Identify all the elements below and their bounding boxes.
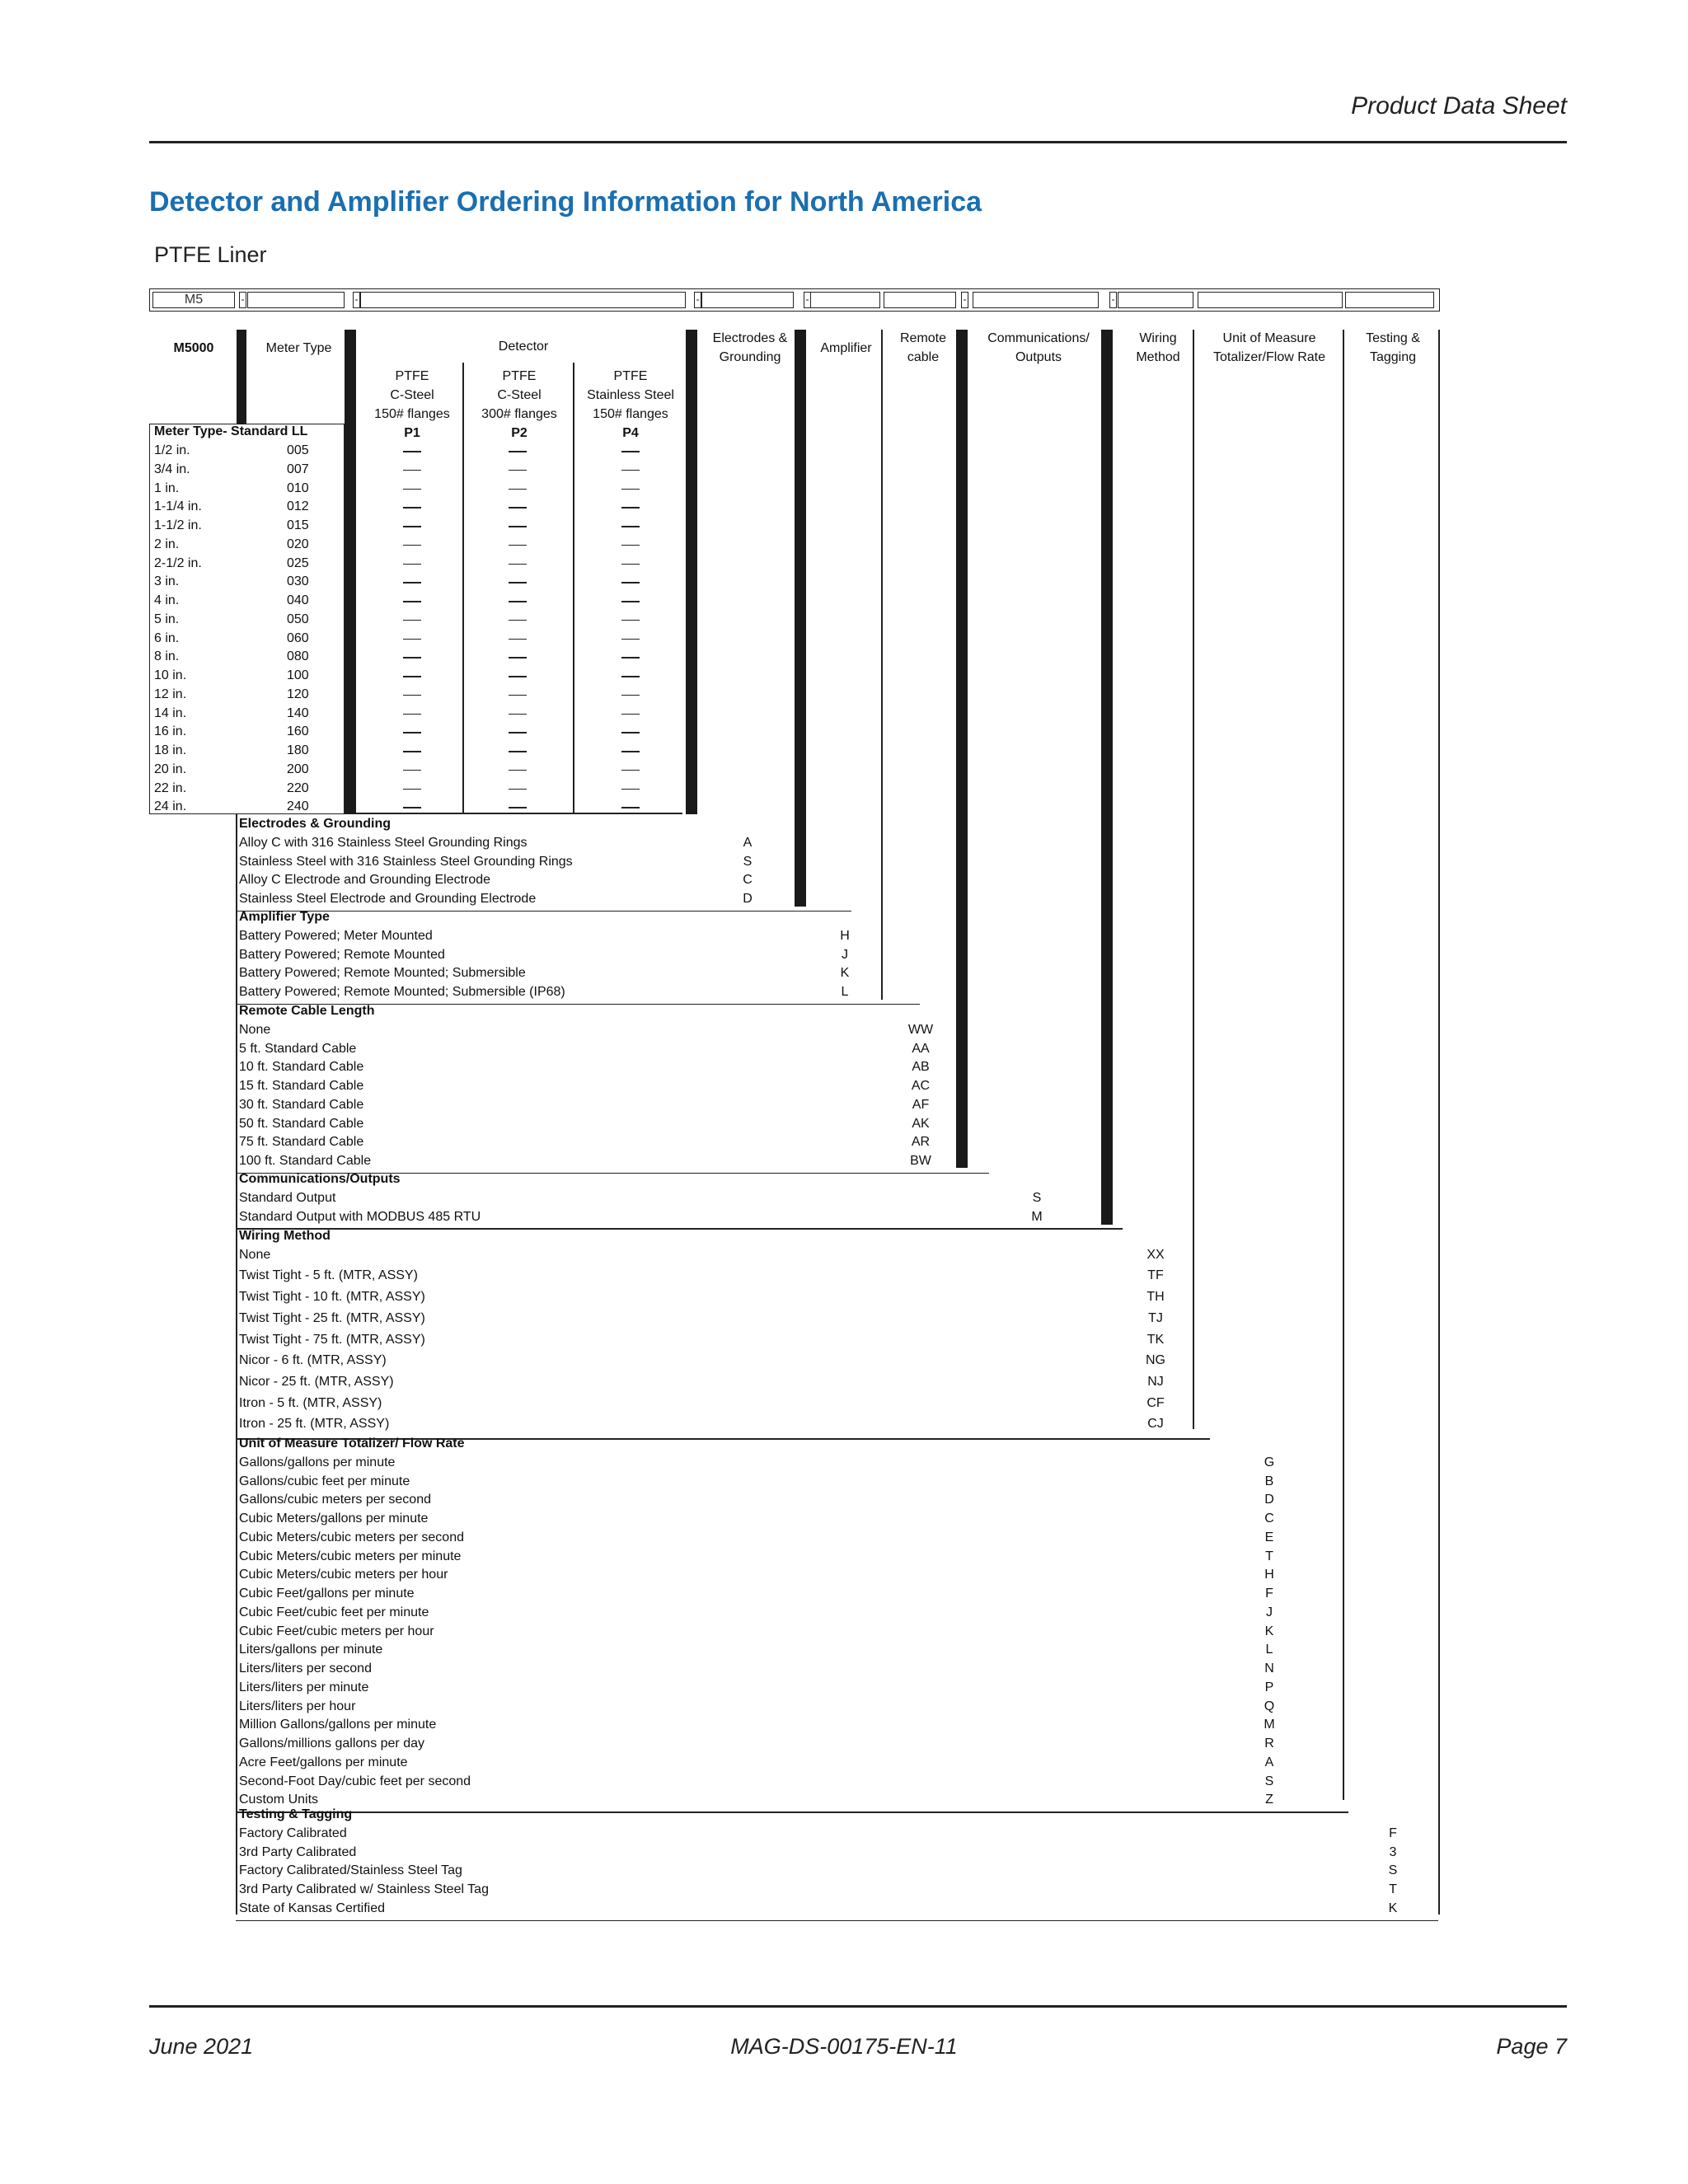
- model-code-cell: [1118, 292, 1193, 308]
- section-bottom-rule: [236, 1811, 1348, 1813]
- not-available-dash: [621, 639, 640, 640]
- col-amplifier: Amplifier: [820, 341, 872, 355]
- not-available-dash: [621, 714, 640, 715]
- not-available-dash: [621, 545, 640, 546]
- option-label: 50 ft. Standard Cable: [239, 1116, 364, 1131]
- model-code-separator: -: [804, 292, 811, 308]
- col-comms-1: Communications/: [987, 331, 1090, 345]
- detector-p4-line1: PTFE: [613, 369, 648, 383]
- option-label: 3rd Party Calibrated: [239, 1844, 357, 1859]
- not-available-dash: [403, 526, 421, 527]
- not-available-dash: [509, 770, 527, 771]
- model-code-separator: -: [961, 292, 968, 308]
- option-code: E: [1264, 1530, 1274, 1544]
- option-code: K: [840, 966, 850, 981]
- not-available-dash: [509, 545, 527, 546]
- col-uom-1: Unit of Measure: [1222, 331, 1316, 345]
- option-code: NJ: [1147, 1374, 1164, 1389]
- meter-code: 100: [287, 668, 309, 682]
- option-label: Cubic Feet/gallons per minute: [239, 1586, 415, 1601]
- detector-p4-line3: 150# flanges: [593, 407, 668, 421]
- line-amplifier: [881, 330, 883, 1000]
- not-available-dash: [403, 489, 421, 490]
- bar-model: [237, 330, 246, 424]
- bar-meter-type: [345, 330, 356, 814]
- meter-code: 012: [287, 499, 309, 514]
- not-available-dash: [509, 657, 527, 658]
- section-title: Electrodes & Grounding: [239, 817, 392, 831]
- not-available-dash: [509, 507, 527, 509]
- line-wiring: [1193, 330, 1194, 1429]
- option-code: H: [840, 928, 850, 943]
- not-available-dash: [621, 751, 640, 752]
- option-label: Acre Feet/gallons per minute: [239, 1755, 408, 1769]
- option-label: State of Kansas Certified: [239, 1900, 385, 1915]
- option-code: D: [743, 892, 753, 906]
- meter-code: 120: [287, 687, 309, 701]
- meter-code: 200: [287, 762, 309, 776]
- option-code: A: [1264, 1755, 1274, 1769]
- detector-p2-line2: C-Steel: [497, 388, 542, 402]
- not-available-dash: [403, 582, 421, 583]
- not-available-dash: [509, 489, 527, 490]
- option-label: Stainless Steel with 316 Stainless Steel Grounding Rings: [239, 854, 573, 869]
- col-wiring-2: Method: [1136, 350, 1180, 364]
- option-label: Cubic Meters/cubic meters per hour: [239, 1568, 448, 1582]
- option-code: WW: [907, 1022, 934, 1037]
- meter-size: 8 in.: [154, 649, 180, 664]
- option-label: Standard Output: [239, 1190, 336, 1205]
- meter-code: 030: [287, 574, 309, 589]
- option-code: AA: [912, 1041, 930, 1056]
- meter-size: 20 in.: [154, 762, 187, 776]
- option-label: Stainless Steel Electrode and Grounding Electrode: [239, 892, 537, 906]
- footer-page: Page 7: [1496, 2034, 1567, 2059]
- option-code: J: [1266, 1605, 1273, 1619]
- option-label: Nicor - 25 ft. (MTR, ASSY): [239, 1374, 394, 1389]
- model-code-separator: -: [694, 292, 701, 308]
- not-available-dash: [403, 714, 421, 715]
- not-available-dash: [621, 507, 640, 509]
- option-label: Twist Tight - 5 ft. (MTR, ASSY): [239, 1268, 418, 1283]
- option-label: Cubic Meters/cubic meters per minute: [239, 1549, 462, 1563]
- detector-p2-code: P2: [511, 426, 528, 440]
- option-code: T: [1265, 1549, 1273, 1563]
- bar-detector: [686, 330, 697, 814]
- meter-size: 1 in.: [154, 480, 180, 495]
- meter-code: 015: [287, 518, 309, 532]
- detector-p1-line3: 150# flanges: [374, 407, 450, 421]
- option-code: Q: [1264, 1699, 1275, 1713]
- option-label: 5 ft. Standard Cable: [239, 1041, 357, 1056]
- option-code: G: [1264, 1455, 1275, 1469]
- option-code: S: [1264, 1774, 1274, 1788]
- col-model: M5000: [173, 341, 214, 355]
- option-code: AR: [911, 1135, 931, 1150]
- option-code: P: [1264, 1680, 1274, 1694]
- bar-remote: [956, 330, 968, 1168]
- meter-code: 007: [287, 462, 309, 476]
- col-uom-2: Totalizer/Flow Rate: [1212, 350, 1326, 364]
- option-code: K: [1264, 1624, 1274, 1638]
- option-label: Battery Powered; Remote Mounted; Submersible (IP68): [239, 985, 565, 999]
- not-available-dash: [509, 807, 527, 808]
- meter-code: 180: [287, 743, 309, 757]
- option-label: Itron - 25 ft. (MTR, ASSY): [239, 1417, 390, 1432]
- option-code: M: [1264, 1718, 1275, 1732]
- option-code: N: [1264, 1661, 1274, 1675]
- not-available-dash: [621, 451, 640, 452]
- option-code: XX: [1146, 1247, 1165, 1262]
- not-available-dash: [403, 789, 421, 790]
- not-available-dash: [403, 657, 421, 658]
- meter-code: 005: [287, 443, 309, 457]
- option-code: D: [1264, 1493, 1274, 1507]
- not-available-dash: [509, 639, 527, 640]
- not-available-dash: [403, 751, 421, 752]
- model-code-cell: [810, 292, 880, 308]
- meter-code: 010: [287, 480, 309, 495]
- detector-divider-1: [462, 363, 464, 814]
- option-label: Alloy C with 316 Stainless Steel Grounding Rings: [239, 835, 528, 850]
- col-remote-1: Remote: [899, 331, 947, 345]
- option-code: M: [1031, 1209, 1043, 1224]
- option-label: Factory Calibrated/Stainless Steel Tag: [239, 1863, 462, 1878]
- option-label: Factory Calibrated: [239, 1825, 347, 1840]
- bar-electrodes: [795, 330, 806, 907]
- col-testing-2: Tagging: [1369, 350, 1417, 364]
- section-title: Testing & Tagging: [239, 1807, 353, 1821]
- option-code: S: [1032, 1190, 1042, 1205]
- not-available-dash: [403, 676, 421, 677]
- col-testing-1: Testing &: [1366, 331, 1420, 345]
- meter-code: 220: [287, 780, 309, 795]
- option-code: AK: [912, 1116, 930, 1131]
- liner-subtitle: PTFE Liner: [154, 242, 267, 267]
- option-label: Battery Powered; Remote Mounted; Submersible: [239, 966, 526, 981]
- model-prefix: M5: [184, 293, 204, 307]
- meter-size: 14 in.: [154, 705, 187, 720]
- meter-code: 050: [287, 612, 309, 626]
- meter-code: 025: [287, 555, 309, 570]
- footer-date: June 2021: [149, 2034, 254, 2059]
- meter-size: 1/2 in.: [154, 443, 190, 457]
- option-label: None: [239, 1247, 271, 1262]
- section-bottom-rule: [236, 1920, 1438, 1922]
- meter-size: 10 in.: [154, 668, 187, 682]
- col-detector: Detector: [498, 340, 549, 354]
- option-code: J: [842, 947, 848, 962]
- not-available-dash: [621, 657, 640, 658]
- section-title: Remote Cable Length: [239, 1004, 375, 1018]
- meter-code: 140: [287, 705, 309, 720]
- not-available-dash: [403, 639, 421, 640]
- option-label: None: [239, 1022, 271, 1037]
- option-code: TF: [1147, 1268, 1164, 1283]
- option-code: R: [1264, 1736, 1274, 1750]
- line-sections-left: [236, 814, 237, 1915]
- meter-size: 5 in.: [154, 612, 180, 626]
- option-label: Gallons/gallons per minute: [239, 1455, 396, 1469]
- not-available-dash: [509, 451, 527, 452]
- option-code: S: [743, 854, 753, 869]
- option-label: 100 ft. Standard Cable: [239, 1154, 372, 1168]
- not-available-dash: [509, 564, 527, 565]
- section-title: Unit of Measure Totalizer/ Flow Rate: [239, 1436, 465, 1451]
- option-label: Liters/gallons per minute: [239, 1643, 383, 1657]
- not-available-dash: [621, 564, 640, 565]
- not-available-dash: [621, 789, 640, 790]
- option-label: Battery Powered; Remote Mounted: [239, 947, 445, 962]
- option-label: 30 ft. Standard Cable: [239, 1097, 364, 1112]
- not-available-dash: [621, 470, 640, 471]
- detector-p4-line2: Stainless Steel: [587, 388, 674, 402]
- detector-p2-line1: PTFE: [502, 369, 537, 383]
- not-available-dash: [621, 770, 640, 771]
- not-available-dash: [509, 695, 527, 696]
- not-available-dash: [509, 732, 527, 733]
- not-available-dash: [403, 564, 421, 565]
- meter-size: 24 in.: [154, 799, 187, 814]
- page-heading: Detector and Amplifier Ordering Information for North America: [149, 186, 982, 218]
- option-code: H: [1264, 1568, 1274, 1582]
- not-available-dash: [509, 582, 527, 583]
- not-available-dash: [403, 807, 421, 808]
- not-available-dash: [403, 507, 421, 509]
- option-label: 75 ft. Standard Cable: [239, 1135, 364, 1150]
- meter-size: 1-1/2 in.: [154, 518, 202, 532]
- option-label: Gallons/cubic meters per second: [239, 1493, 431, 1507]
- option-code: S: [1388, 1863, 1398, 1878]
- model-code-cell: [973, 292, 1099, 308]
- section-title: Amplifier Type: [239, 910, 330, 924]
- col-meter-type: Meter Type: [265, 341, 332, 355]
- col-remote-2: cable: [907, 350, 940, 364]
- option-label: Million Gallons/gallons per minute: [239, 1718, 437, 1732]
- bar-comms: [1101, 330, 1113, 1225]
- not-available-dash: [403, 770, 421, 771]
- not-available-dash: [509, 789, 527, 790]
- option-code: AC: [911, 1079, 931, 1093]
- line-testing: [1438, 330, 1440, 1915]
- option-code: C: [1264, 1511, 1274, 1526]
- model-code-cell: [701, 292, 794, 308]
- not-available-dash: [403, 601, 421, 602]
- option-label: Gallons/millions gallons per day: [239, 1736, 424, 1750]
- option-code: TH: [1146, 1290, 1165, 1305]
- not-available-dash: [621, 695, 640, 696]
- detector-bottom-rule: [345, 813, 682, 814]
- col-electrodes-2: Grounding: [719, 350, 781, 364]
- meter-size: 2 in.: [154, 537, 180, 551]
- not-available-dash: [509, 751, 527, 752]
- model-code-separator: -: [239, 292, 246, 308]
- option-label: Twist Tight - 10 ft. (MTR, ASSY): [239, 1290, 425, 1305]
- option-code: NG: [1146, 1353, 1165, 1368]
- option-label: Liters/liters per hour: [239, 1699, 356, 1713]
- meter-size: 2-1/2 in.: [154, 555, 202, 570]
- model-code-cell: [247, 292, 345, 308]
- option-code: B: [1264, 1474, 1274, 1488]
- meter-size: 1-1/4 in.: [154, 499, 202, 514]
- option-code: L: [841, 985, 849, 999]
- option-label: Itron - 5 ft. (MTR, ASSY): [239, 1395, 382, 1410]
- header-title: Product Data Sheet: [1351, 92, 1567, 120]
- option-code: BW: [910, 1154, 931, 1168]
- option-label: Cubic Feet/cubic meters per hour: [239, 1624, 434, 1638]
- model-code-cell: [1345, 292, 1434, 308]
- not-available-dash: [621, 601, 640, 602]
- option-label: Liters/liters per minute: [239, 1680, 369, 1694]
- model-code-cell: [1198, 292, 1343, 308]
- col-comms-2: Outputs: [1015, 350, 1062, 364]
- meter-size: 4 in.: [154, 593, 180, 607]
- model-code-cell: [360, 292, 686, 308]
- option-code: C: [743, 873, 753, 888]
- section-title: Communications/Outputs: [239, 1172, 401, 1186]
- option-label: Gallons/cubic feet per minute: [239, 1474, 410, 1488]
- option-code: F: [1265, 1586, 1273, 1601]
- option-code: 3: [1389, 1844, 1397, 1859]
- col-wiring-1: Wiring: [1139, 331, 1177, 345]
- line-uom: [1343, 330, 1344, 1800]
- option-label: Twist Tight - 75 ft. (MTR, ASSY): [239, 1332, 425, 1347]
- not-available-dash: [509, 676, 527, 677]
- option-code: CF: [1146, 1395, 1165, 1410]
- option-code: TJ: [1148, 1310, 1163, 1325]
- option-code: L: [1265, 1643, 1273, 1657]
- not-available-dash: [403, 545, 421, 546]
- option-label: Liters/liters per second: [239, 1661, 372, 1675]
- option-label: Nicor - 6 ft. (MTR, ASSY): [239, 1353, 387, 1368]
- not-available-dash: [621, 807, 640, 808]
- not-available-dash: [509, 526, 527, 527]
- meter-size: 6 in.: [154, 630, 180, 645]
- option-code: K: [1388, 1900, 1398, 1915]
- option-label: Alloy C Electrode and Grounding Electrode: [239, 873, 491, 888]
- option-code: A: [743, 835, 753, 850]
- detector-p2-line3: 300# flanges: [481, 407, 557, 421]
- detector-p1-line1: PTFE: [395, 369, 429, 383]
- footer-doc-id: MAG-DS-00175-EN-11: [730, 2034, 958, 2059]
- meter-size: 3/4 in.: [154, 462, 190, 476]
- not-available-dash: [403, 695, 421, 696]
- meter-size: 18 in.: [154, 743, 187, 757]
- meter-size: 12 in.: [154, 687, 187, 701]
- model-code-cell: [884, 292, 956, 308]
- meter-code: 240: [287, 799, 309, 814]
- section-bottom-rule: [236, 1228, 1123, 1230]
- option-code: AB: [912, 1060, 930, 1075]
- option-code: T: [1389, 1882, 1397, 1896]
- not-available-dash: [403, 620, 421, 621]
- meter-size: 16 in.: [154, 724, 187, 739]
- meter-code: 020: [287, 537, 309, 551]
- detector-p1-line2: C-Steel: [390, 388, 434, 402]
- not-available-dash: [403, 470, 421, 471]
- detector-p1-code: P1: [404, 426, 420, 440]
- option-label: 15 ft. Standard Cable: [239, 1079, 364, 1093]
- option-label: Custom Units: [239, 1793, 319, 1807]
- col-electrodes-1: Electrodes &: [712, 331, 788, 345]
- section-title: Wiring Method: [239, 1229, 331, 1243]
- meter-type-title: Meter Type- Standard LL: [154, 424, 308, 438]
- option-code: AF: [912, 1097, 930, 1112]
- model-code-separator: -: [353, 292, 360, 308]
- meter-code: 160: [287, 724, 309, 739]
- not-available-dash: [509, 714, 527, 715]
- not-available-dash: [621, 582, 640, 583]
- meter-code: 040: [287, 593, 309, 607]
- option-label: Cubic Meters/cubic meters per second: [239, 1530, 464, 1544]
- option-label: Standard Output with MODBUS 485 RTU: [239, 1209, 481, 1224]
- footer-rule: [149, 2005, 1567, 2008]
- option-label: Twist Tight - 25 ft. (MTR, ASSY): [239, 1310, 425, 1325]
- option-label: Second-Foot Day/cubic feet per second: [239, 1774, 471, 1788]
- meter-size: 3 in.: [154, 574, 180, 589]
- not-available-dash: [621, 676, 640, 677]
- not-available-dash: [509, 601, 527, 602]
- not-available-dash: [403, 451, 421, 452]
- not-available-dash: [403, 732, 421, 733]
- not-available-dash: [621, 489, 640, 490]
- detector-p4-code: P4: [622, 426, 639, 440]
- meter-code: 080: [287, 649, 309, 664]
- not-available-dash: [509, 620, 527, 621]
- not-available-dash: [509, 470, 527, 471]
- not-available-dash: [621, 526, 640, 527]
- option-code: Z: [1265, 1793, 1273, 1807]
- not-available-dash: [621, 732, 640, 733]
- option-label: Battery Powered; Meter Mounted: [239, 928, 433, 943]
- option-label: 3rd Party Calibrated w/ Stainless Steel Tag: [239, 1882, 489, 1896]
- meter-size: 22 in.: [154, 780, 187, 795]
- option-label: Cubic Feet/cubic feet per minute: [239, 1605, 429, 1619]
- option-code: TK: [1146, 1332, 1165, 1347]
- option-code: CJ: [1147, 1417, 1164, 1432]
- option-label: Cubic Meters/gallons per minute: [239, 1511, 429, 1526]
- meter-code: 060: [287, 630, 309, 645]
- model-code-separator: -: [1109, 292, 1117, 308]
- option-code: F: [1389, 1825, 1397, 1840]
- detector-divider-2: [573, 363, 574, 814]
- not-available-dash: [621, 620, 640, 621]
- option-label: 10 ft. Standard Cable: [239, 1060, 364, 1075]
